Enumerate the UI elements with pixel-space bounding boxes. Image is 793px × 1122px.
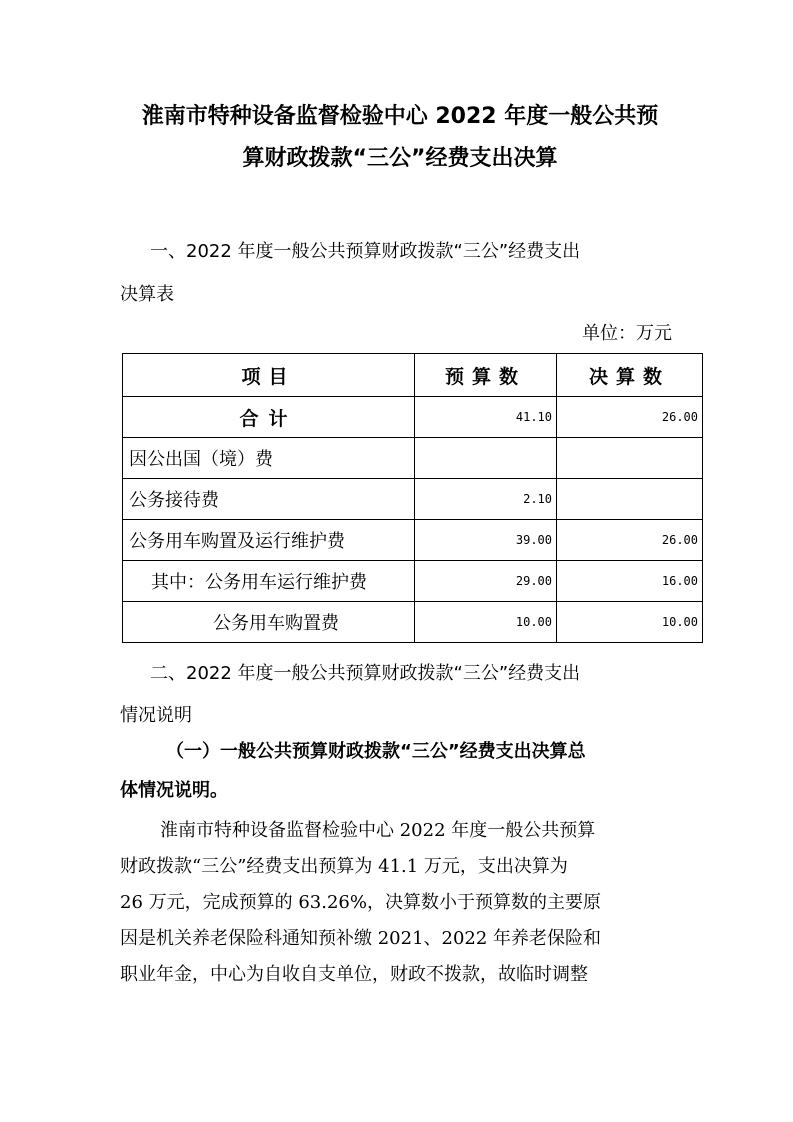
- header-item: 项目: [123, 354, 415, 397]
- body-text-line: 26 万元，完成预算的 63.26%，决算数小于预算数的主要原: [120, 892, 601, 913]
- section-1-heading-line-1: 一、2022 年度一般公共预算财政拨款“三公”经费支出: [150, 241, 581, 262]
- section-2-heading-line-1: 二、2022 年度一般公共预算财政拨款“三公”经费支出: [150, 663, 581, 684]
- table-row: [123, 561, 703, 602]
- row-actual-value: [557, 479, 703, 520]
- row-actual-value: 26.00: [557, 397, 703, 438]
- subsection-1-heading-line-2: 体情况说明。: [120, 780, 228, 801]
- row-item-label: 公务用车购置及运行维护费: [123, 520, 415, 561]
- row-item-label: 公务用车购置费: [123, 602, 415, 643]
- row-actual-value: [557, 438, 703, 479]
- row-actual-value: 26.00: [557, 520, 703, 561]
- document-title-line-1: 淮南市特种设备监督检验中心 2022 年度一般公共预: [141, 104, 659, 129]
- row-budget-value: 29.00: [415, 561, 557, 602]
- table-row: [123, 479, 703, 520]
- row-item-label: 合计: [123, 397, 415, 438]
- row-budget-value: 41.10: [415, 397, 557, 438]
- header-budget: 预算数: [415, 354, 557, 397]
- body-text-line: 因是机关养老保险科通知预补缴 2021、2022 年养老保险和: [120, 928, 602, 949]
- row-budget-value: 10.00: [415, 602, 557, 643]
- body-text-line: 职业年金，中心为自收自支单位，财政不拨款，故临时调整: [120, 964, 588, 985]
- subsection-1-heading-line-1: （一）一般公共预算财政拨款“三公”经费支出决算总: [166, 741, 586, 762]
- row-item-label: 公务接待费: [123, 479, 415, 520]
- body-text-line: 财政拨款“三公”经费支出预算为 41.1 万元，支出决算为: [120, 856, 568, 877]
- three-public-expenses-table: [122, 353, 703, 643]
- row-budget-value: [415, 438, 557, 479]
- row-actual-value: 16.00: [557, 561, 703, 602]
- row-budget-value: 2.10: [415, 479, 557, 520]
- table-row: [123, 438, 703, 479]
- table-row-total: [123, 397, 703, 438]
- table-row: [123, 602, 703, 643]
- row-item-label: 其中：公务用车运行维护费: [123, 561, 415, 602]
- document-title-line-2: 算财政拨款“三公”经费支出决算: [242, 146, 558, 171]
- section-2-heading-line-2: 情况说明: [120, 705, 192, 726]
- header-actual: 决算数: [557, 354, 703, 397]
- table-row: [123, 520, 703, 561]
- row-actual-value: 10.00: [557, 602, 703, 643]
- unit-label: 单位：万元: [582, 323, 672, 344]
- row-item-label: 因公出国（境）费: [123, 438, 415, 479]
- row-budget-value: 39.00: [415, 520, 557, 561]
- body-text-line: 淮南市特种设备监督检验中心 2022 年度一般公共预算: [160, 820, 596, 841]
- section-1-heading-line-2: 决算表: [120, 284, 174, 305]
- table-header-row: [123, 354, 703, 397]
